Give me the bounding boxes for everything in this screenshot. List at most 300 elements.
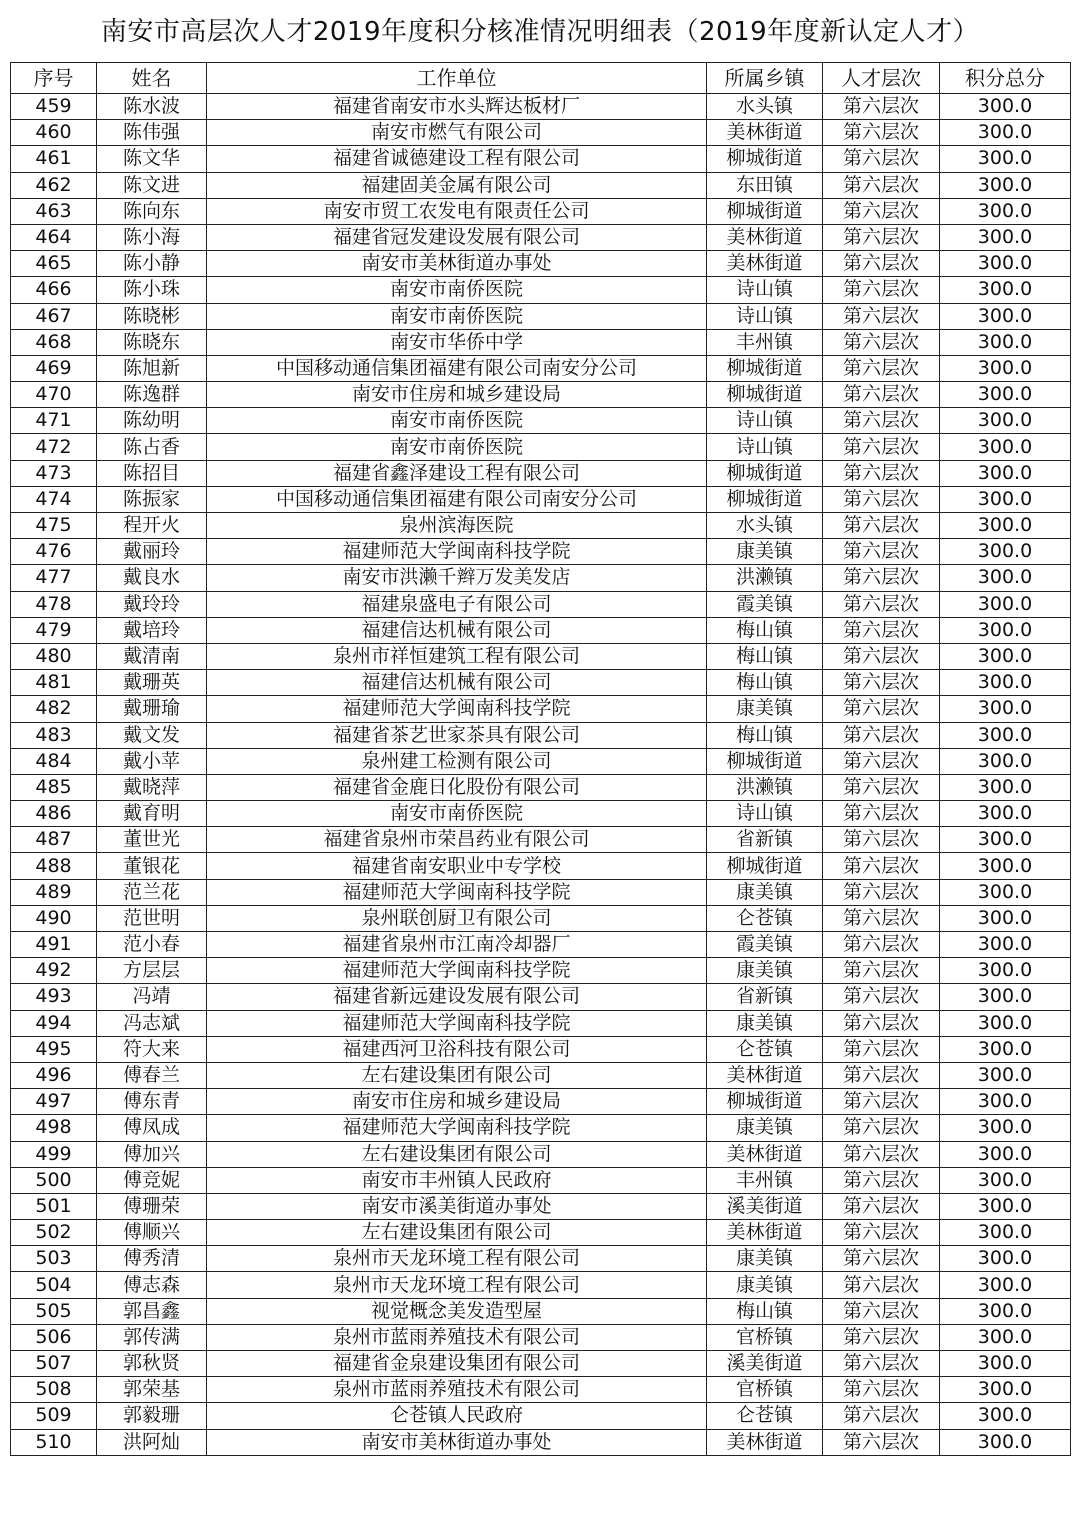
column-header-index: 序号 (11, 63, 97, 94)
cell-employer: 福建省南安市水头辉达板材厂 (207, 94, 707, 120)
cell-employer: 南安市美林街道办事处 (207, 251, 707, 277)
table-row (11, 879, 1071, 905)
cell-total-points: 300.0 (940, 460, 1071, 486)
cell-employer: 福建省金泉建设集团有限公司 (207, 1351, 707, 1377)
cell-index: 510 (11, 1429, 97, 1455)
cell-index: 479 (11, 617, 97, 643)
cell-township: 霞美镇 (707, 591, 823, 617)
cell-township: 水头镇 (707, 513, 823, 539)
cell-township: 康美镇 (707, 879, 823, 905)
cell-index: 506 (11, 1324, 97, 1350)
cell-total-points: 300.0 (940, 958, 1071, 984)
cell-township: 柳城街道 (707, 146, 823, 172)
cell-township: 丰州镇 (707, 1167, 823, 1193)
table-row (11, 591, 1071, 617)
cell-index: 472 (11, 434, 97, 460)
cell-name: 傅凤成 (97, 1115, 207, 1141)
cell-employer: 南安市南侨医院 (207, 801, 707, 827)
cell-total-points: 300.0 (940, 722, 1071, 748)
cell-employer: 福建师范大学闽南科技学院 (207, 696, 707, 722)
cell-talent-level: 第六层次 (823, 801, 940, 827)
cell-talent-level: 第六层次 (823, 1167, 940, 1193)
table-row (11, 958, 1071, 984)
cell-name: 陈小海 (97, 224, 207, 250)
cell-total-points: 300.0 (940, 617, 1071, 643)
cell-talent-level: 第六层次 (823, 1036, 940, 1062)
cell-total-points: 300.0 (940, 1429, 1071, 1455)
cell-talent-level: 第六层次 (823, 722, 940, 748)
cell-employer: 泉州市蓝雨养殖技术有限公司 (207, 1324, 707, 1350)
cell-index: 474 (11, 486, 97, 512)
table-row (11, 617, 1071, 643)
cell-index: 471 (11, 408, 97, 434)
cell-talent-level: 第六层次 (823, 460, 940, 486)
cell-name: 陈文华 (97, 146, 207, 172)
cell-talent-level: 第六层次 (823, 198, 940, 224)
cell-employer: 南安市贸工农发电有限责任公司 (207, 198, 707, 224)
cell-employer: 视觉概念美发造型屋 (207, 1298, 707, 1324)
cell-township: 诗山镇 (707, 801, 823, 827)
cell-employer: 南安市南侨医院 (207, 434, 707, 460)
cell-name: 戴珊英 (97, 670, 207, 696)
cell-talent-level: 第六层次 (823, 94, 940, 120)
table-row (11, 224, 1071, 250)
cell-index: 494 (11, 1010, 97, 1036)
cell-township: 柳城街道 (707, 382, 823, 408)
cell-talent-level: 第六层次 (823, 1089, 940, 1115)
cell-total-points: 300.0 (940, 905, 1071, 931)
cell-township: 美林街道 (707, 1220, 823, 1246)
cell-talent-level: 第六层次 (823, 224, 940, 250)
cell-talent-level: 第六层次 (823, 1429, 940, 1455)
cell-total-points: 300.0 (940, 172, 1071, 198)
table-row (11, 355, 1071, 381)
cell-employer: 福建省茶艺世家茶具有限公司 (207, 722, 707, 748)
cell-employer: 南安市美林街道办事处 (207, 1429, 707, 1455)
cell-talent-level: 第六层次 (823, 1324, 940, 1350)
cell-township: 康美镇 (707, 958, 823, 984)
cell-total-points: 300.0 (940, 1193, 1071, 1219)
cell-name: 陈晓东 (97, 329, 207, 355)
cell-total-points: 300.0 (940, 120, 1071, 146)
cell-index: 487 (11, 827, 97, 853)
cell-employer: 南安市住房和城乡建设局 (207, 382, 707, 408)
cell-talent-level: 第六层次 (823, 1115, 940, 1141)
table-row (11, 120, 1071, 146)
cell-employer: 福建师范大学闽南科技学院 (207, 1115, 707, 1141)
cell-index: 476 (11, 539, 97, 565)
cell-total-points: 300.0 (940, 277, 1071, 303)
cell-township: 柳城街道 (707, 198, 823, 224)
cell-total-points: 300.0 (940, 94, 1071, 120)
cell-employer: 南安市南侨医院 (207, 277, 707, 303)
cell-name: 戴育明 (97, 801, 207, 827)
cell-township: 美林街道 (707, 224, 823, 250)
table-row (11, 1036, 1071, 1062)
table-row (11, 1377, 1071, 1403)
cell-talent-level: 第六层次 (823, 905, 940, 931)
cell-employer: 南安市华侨中学 (207, 329, 707, 355)
cell-talent-level: 第六层次 (823, 355, 940, 381)
table-row (11, 1351, 1071, 1377)
cell-talent-level: 第六层次 (823, 565, 940, 591)
cell-employer: 中国移动通信集团福建有限公司南安分公司 (207, 355, 707, 381)
cell-name: 范小春 (97, 932, 207, 958)
cell-employer: 南安市住房和城乡建设局 (207, 1089, 707, 1115)
table-row (11, 774, 1071, 800)
cell-talent-level: 第六层次 (823, 1377, 940, 1403)
cell-name: 郭秋贤 (97, 1351, 207, 1377)
table-row (11, 827, 1071, 853)
cell-employer: 中国移动通信集团福建有限公司南安分公司 (207, 486, 707, 512)
cell-township: 诗山镇 (707, 303, 823, 329)
cell-total-points: 300.0 (940, 1272, 1071, 1298)
table-row (11, 277, 1071, 303)
cell-talent-level: 第六层次 (823, 146, 940, 172)
cell-talent-level: 第六层次 (823, 408, 940, 434)
table-row (11, 1062, 1071, 1088)
cell-talent-level: 第六层次 (823, 643, 940, 669)
cell-total-points: 300.0 (940, 513, 1071, 539)
cell-talent-level: 第六层次 (823, 486, 940, 512)
cell-township: 康美镇 (707, 696, 823, 722)
cell-employer: 南安市溪美街道办事处 (207, 1193, 707, 1219)
table-row (11, 1272, 1071, 1298)
cell-township: 水头镇 (707, 94, 823, 120)
cell-name: 郭传满 (97, 1324, 207, 1350)
cell-index: 497 (11, 1089, 97, 1115)
cell-name: 陈振家 (97, 486, 207, 512)
cell-total-points: 300.0 (940, 565, 1071, 591)
table-row (11, 1298, 1071, 1324)
cell-index: 490 (11, 905, 97, 931)
cell-name: 范兰花 (97, 879, 207, 905)
cell-talent-level: 第六层次 (823, 827, 940, 853)
cell-name: 傅秀清 (97, 1246, 207, 1272)
cell-name: 陈向东 (97, 198, 207, 224)
cell-employer: 泉州市蓝雨养殖技术有限公司 (207, 1377, 707, 1403)
cell-employer: 福建固美金属有限公司 (207, 172, 707, 198)
cell-township: 梅山镇 (707, 643, 823, 669)
cell-employer: 福建省泉州市江南冷却器厂 (207, 932, 707, 958)
cell-employer: 南安市燃气有限公司 (207, 120, 707, 146)
table-row (11, 329, 1071, 355)
cell-talent-level: 第六层次 (823, 172, 940, 198)
cell-talent-level: 第六层次 (823, 958, 940, 984)
cell-total-points: 300.0 (940, 408, 1071, 434)
cell-name: 傅珊荣 (97, 1193, 207, 1219)
cell-total-points: 300.0 (940, 643, 1071, 669)
table-row (11, 984, 1071, 1010)
table-row (11, 146, 1071, 172)
cell-employer: 福建省南安职业中专学校 (207, 853, 707, 879)
cell-township: 东田镇 (707, 172, 823, 198)
cell-employer: 泉州滨海医院 (207, 513, 707, 539)
cell-employer: 福建省新远建设发展有限公司 (207, 984, 707, 1010)
cell-talent-level: 第六层次 (823, 251, 940, 277)
cell-talent-level: 第六层次 (823, 1298, 940, 1324)
column-header-name: 姓名 (97, 63, 207, 94)
cell-total-points: 300.0 (940, 774, 1071, 800)
table-row (11, 251, 1071, 277)
cell-index: 484 (11, 748, 97, 774)
cell-index: 469 (11, 355, 97, 381)
cell-name: 董世光 (97, 827, 207, 853)
cell-name: 郭毅珊 (97, 1403, 207, 1429)
cell-index: 462 (11, 172, 97, 198)
cell-total-points: 300.0 (940, 329, 1071, 355)
cell-total-points: 300.0 (940, 1298, 1071, 1324)
cell-total-points: 300.0 (940, 251, 1071, 277)
cell-talent-level: 第六层次 (823, 853, 940, 879)
cell-name: 戴良水 (97, 565, 207, 591)
cell-index: 464 (11, 224, 97, 250)
cell-index: 473 (11, 460, 97, 486)
cell-index: 481 (11, 670, 97, 696)
cell-index: 478 (11, 591, 97, 617)
cell-employer: 泉州市祥恒建筑工程有限公司 (207, 643, 707, 669)
table-header-row (11, 63, 1071, 94)
cell-talent-level: 第六层次 (823, 1141, 940, 1167)
column-header-total-points: 积分总分 (940, 63, 1071, 94)
table-row (11, 1324, 1071, 1350)
cell-index: 461 (11, 146, 97, 172)
column-header-employer: 工作单位 (207, 63, 707, 94)
cell-index: 500 (11, 1167, 97, 1193)
cell-township: 诗山镇 (707, 434, 823, 460)
cell-name: 程开火 (97, 513, 207, 539)
cell-employer: 泉州市天龙环境工程有限公司 (207, 1246, 707, 1272)
table-row (11, 1246, 1071, 1272)
cell-index: 507 (11, 1351, 97, 1377)
cell-township: 柳城街道 (707, 853, 823, 879)
cell-township: 美林街道 (707, 1429, 823, 1455)
cell-index: 499 (11, 1141, 97, 1167)
cell-talent-level: 第六层次 (823, 774, 940, 800)
cell-name: 陈伟强 (97, 120, 207, 146)
cell-index: 475 (11, 513, 97, 539)
table-row (11, 94, 1071, 120)
cell-index: 459 (11, 94, 97, 120)
cell-talent-level: 第六层次 (823, 1010, 940, 1036)
cell-index: 465 (11, 251, 97, 277)
cell-employer: 泉州市天龙环境工程有限公司 (207, 1272, 707, 1298)
cell-name: 陈水波 (97, 94, 207, 120)
cell-talent-level: 第六层次 (823, 1272, 940, 1298)
cell-index: 505 (11, 1298, 97, 1324)
cell-township: 洪濑镇 (707, 774, 823, 800)
cell-township: 溪美街道 (707, 1193, 823, 1219)
cell-talent-level: 第六层次 (823, 879, 940, 905)
cell-talent-level: 第六层次 (823, 617, 940, 643)
cell-index: 509 (11, 1403, 97, 1429)
cell-talent-level: 第六层次 (823, 1062, 940, 1088)
table-row (11, 460, 1071, 486)
cell-employer: 南安市丰州镇人民政府 (207, 1167, 707, 1193)
table-row (11, 1010, 1071, 1036)
cell-index: 496 (11, 1062, 97, 1088)
table-row (11, 748, 1071, 774)
cell-township: 霞美镇 (707, 932, 823, 958)
cell-employer: 福建省诚德建设工程有限公司 (207, 146, 707, 172)
cell-township: 柳城街道 (707, 355, 823, 381)
cell-talent-level: 第六层次 (823, 120, 940, 146)
table-row (11, 932, 1071, 958)
column-header-township: 所属乡镇 (707, 63, 823, 94)
talent-points-table (10, 62, 1071, 1456)
cell-talent-level: 第六层次 (823, 382, 940, 408)
cell-township: 诗山镇 (707, 408, 823, 434)
cell-total-points: 300.0 (940, 748, 1071, 774)
table-row (11, 1403, 1071, 1429)
column-header-talent-level: 人才层次 (823, 63, 940, 94)
cell-employer: 仑苍镇人民政府 (207, 1403, 707, 1429)
cell-index: 466 (11, 277, 97, 303)
cell-name: 戴丽玲 (97, 539, 207, 565)
cell-index: 503 (11, 1246, 97, 1272)
cell-name: 陈招目 (97, 460, 207, 486)
cell-name: 戴培玲 (97, 617, 207, 643)
cell-township: 仑苍镇 (707, 1403, 823, 1429)
cell-index: 493 (11, 984, 97, 1010)
cell-total-points: 300.0 (940, 198, 1071, 224)
cell-name: 方层层 (97, 958, 207, 984)
table-row (11, 539, 1071, 565)
cell-employer: 左右建设集团有限公司 (207, 1062, 707, 1088)
cell-employer: 福建师范大学闽南科技学院 (207, 1010, 707, 1036)
cell-township: 康美镇 (707, 539, 823, 565)
cell-total-points: 300.0 (940, 1167, 1071, 1193)
cell-township: 省新镇 (707, 984, 823, 1010)
cell-name: 陈旭新 (97, 355, 207, 381)
cell-talent-level: 第六层次 (823, 1403, 940, 1429)
cell-township: 梅山镇 (707, 1298, 823, 1324)
table-row (11, 486, 1071, 512)
table-row (11, 408, 1071, 434)
cell-total-points: 300.0 (940, 539, 1071, 565)
table-row (11, 1220, 1071, 1246)
cell-name: 冯志斌 (97, 1010, 207, 1036)
cell-index: 501 (11, 1193, 97, 1219)
cell-township: 梅山镇 (707, 617, 823, 643)
cell-index: 467 (11, 303, 97, 329)
cell-employer: 福建省鑫泽建设工程有限公司 (207, 460, 707, 486)
cell-total-points: 300.0 (940, 827, 1071, 853)
cell-total-points: 300.0 (940, 1115, 1071, 1141)
cell-township: 梅山镇 (707, 722, 823, 748)
cell-total-points: 300.0 (940, 801, 1071, 827)
cell-total-points: 300.0 (940, 434, 1071, 460)
cell-name: 戴晓萍 (97, 774, 207, 800)
cell-name: 冯靖 (97, 984, 207, 1010)
cell-name: 陈小珠 (97, 277, 207, 303)
cell-index: 470 (11, 382, 97, 408)
cell-township: 美林街道 (707, 251, 823, 277)
cell-township: 美林街道 (707, 1062, 823, 1088)
cell-name: 戴珊瑜 (97, 696, 207, 722)
cell-index: 460 (11, 120, 97, 146)
cell-talent-level: 第六层次 (823, 329, 940, 355)
cell-index: 485 (11, 774, 97, 800)
cell-employer: 福建省金鹿日化股份有限公司 (207, 774, 707, 800)
cell-name: 傅春兰 (97, 1062, 207, 1088)
cell-index: 491 (11, 932, 97, 958)
cell-total-points: 300.0 (940, 1403, 1071, 1429)
cell-name: 郭昌鑫 (97, 1298, 207, 1324)
cell-township: 梅山镇 (707, 670, 823, 696)
cell-name: 陈逸群 (97, 382, 207, 408)
cell-index: 498 (11, 1115, 97, 1141)
table-body (11, 94, 1071, 1456)
cell-talent-level: 第六层次 (823, 1220, 940, 1246)
cell-total-points: 300.0 (940, 1377, 1071, 1403)
cell-township: 柳城街道 (707, 486, 823, 512)
cell-talent-level: 第六层次 (823, 1351, 940, 1377)
table-row (11, 853, 1071, 879)
table-row (11, 722, 1071, 748)
cell-name: 陈文进 (97, 172, 207, 198)
cell-name: 傅竞妮 (97, 1167, 207, 1193)
cell-index: 495 (11, 1036, 97, 1062)
table-row (11, 565, 1071, 591)
cell-total-points: 300.0 (940, 1010, 1071, 1036)
cell-index: 482 (11, 696, 97, 722)
cell-talent-level: 第六层次 (823, 1193, 940, 1219)
table-row (11, 434, 1071, 460)
cell-employer: 福建师范大学闽南科技学院 (207, 958, 707, 984)
cell-total-points: 300.0 (940, 224, 1071, 250)
table-row (11, 1089, 1071, 1115)
cell-talent-level: 第六层次 (823, 513, 940, 539)
cell-employer: 福建西河卫浴科技有限公司 (207, 1036, 707, 1062)
cell-employer: 泉州联创厨卫有限公司 (207, 905, 707, 931)
table-row (11, 172, 1071, 198)
cell-total-points: 300.0 (940, 1324, 1071, 1350)
table-row (11, 1167, 1071, 1193)
table-row (11, 670, 1071, 696)
cell-name: 戴玲玲 (97, 591, 207, 617)
cell-talent-level: 第六层次 (823, 1246, 940, 1272)
cell-employer: 福建省冠发建设发展有限公司 (207, 224, 707, 250)
cell-township: 仑苍镇 (707, 905, 823, 931)
cell-talent-level: 第六层次 (823, 984, 940, 1010)
cell-total-points: 300.0 (940, 1351, 1071, 1377)
cell-total-points: 300.0 (940, 355, 1071, 381)
cell-name: 陈占香 (97, 434, 207, 460)
cell-name: 陈小静 (97, 251, 207, 277)
cell-total-points: 300.0 (940, 1036, 1071, 1062)
cell-talent-level: 第六层次 (823, 670, 940, 696)
cell-employer: 左右建设集团有限公司 (207, 1141, 707, 1167)
table-row (11, 1193, 1071, 1219)
cell-total-points: 300.0 (940, 932, 1071, 958)
table-row (11, 696, 1071, 722)
cell-employer: 南安市南侨医院 (207, 303, 707, 329)
cell-employer: 南安市南侨医院 (207, 408, 707, 434)
cell-name: 傅加兴 (97, 1141, 207, 1167)
cell-township: 诗山镇 (707, 277, 823, 303)
table-row (11, 198, 1071, 224)
table-row (11, 1429, 1071, 1455)
cell-total-points: 300.0 (940, 1089, 1071, 1115)
cell-township: 仑苍镇 (707, 1036, 823, 1062)
cell-total-points: 300.0 (940, 146, 1071, 172)
cell-township: 溪美街道 (707, 1351, 823, 1377)
cell-talent-level: 第六层次 (823, 434, 940, 460)
cell-township: 洪濑镇 (707, 565, 823, 591)
cell-name: 郭荣基 (97, 1377, 207, 1403)
table-row (11, 1115, 1071, 1141)
